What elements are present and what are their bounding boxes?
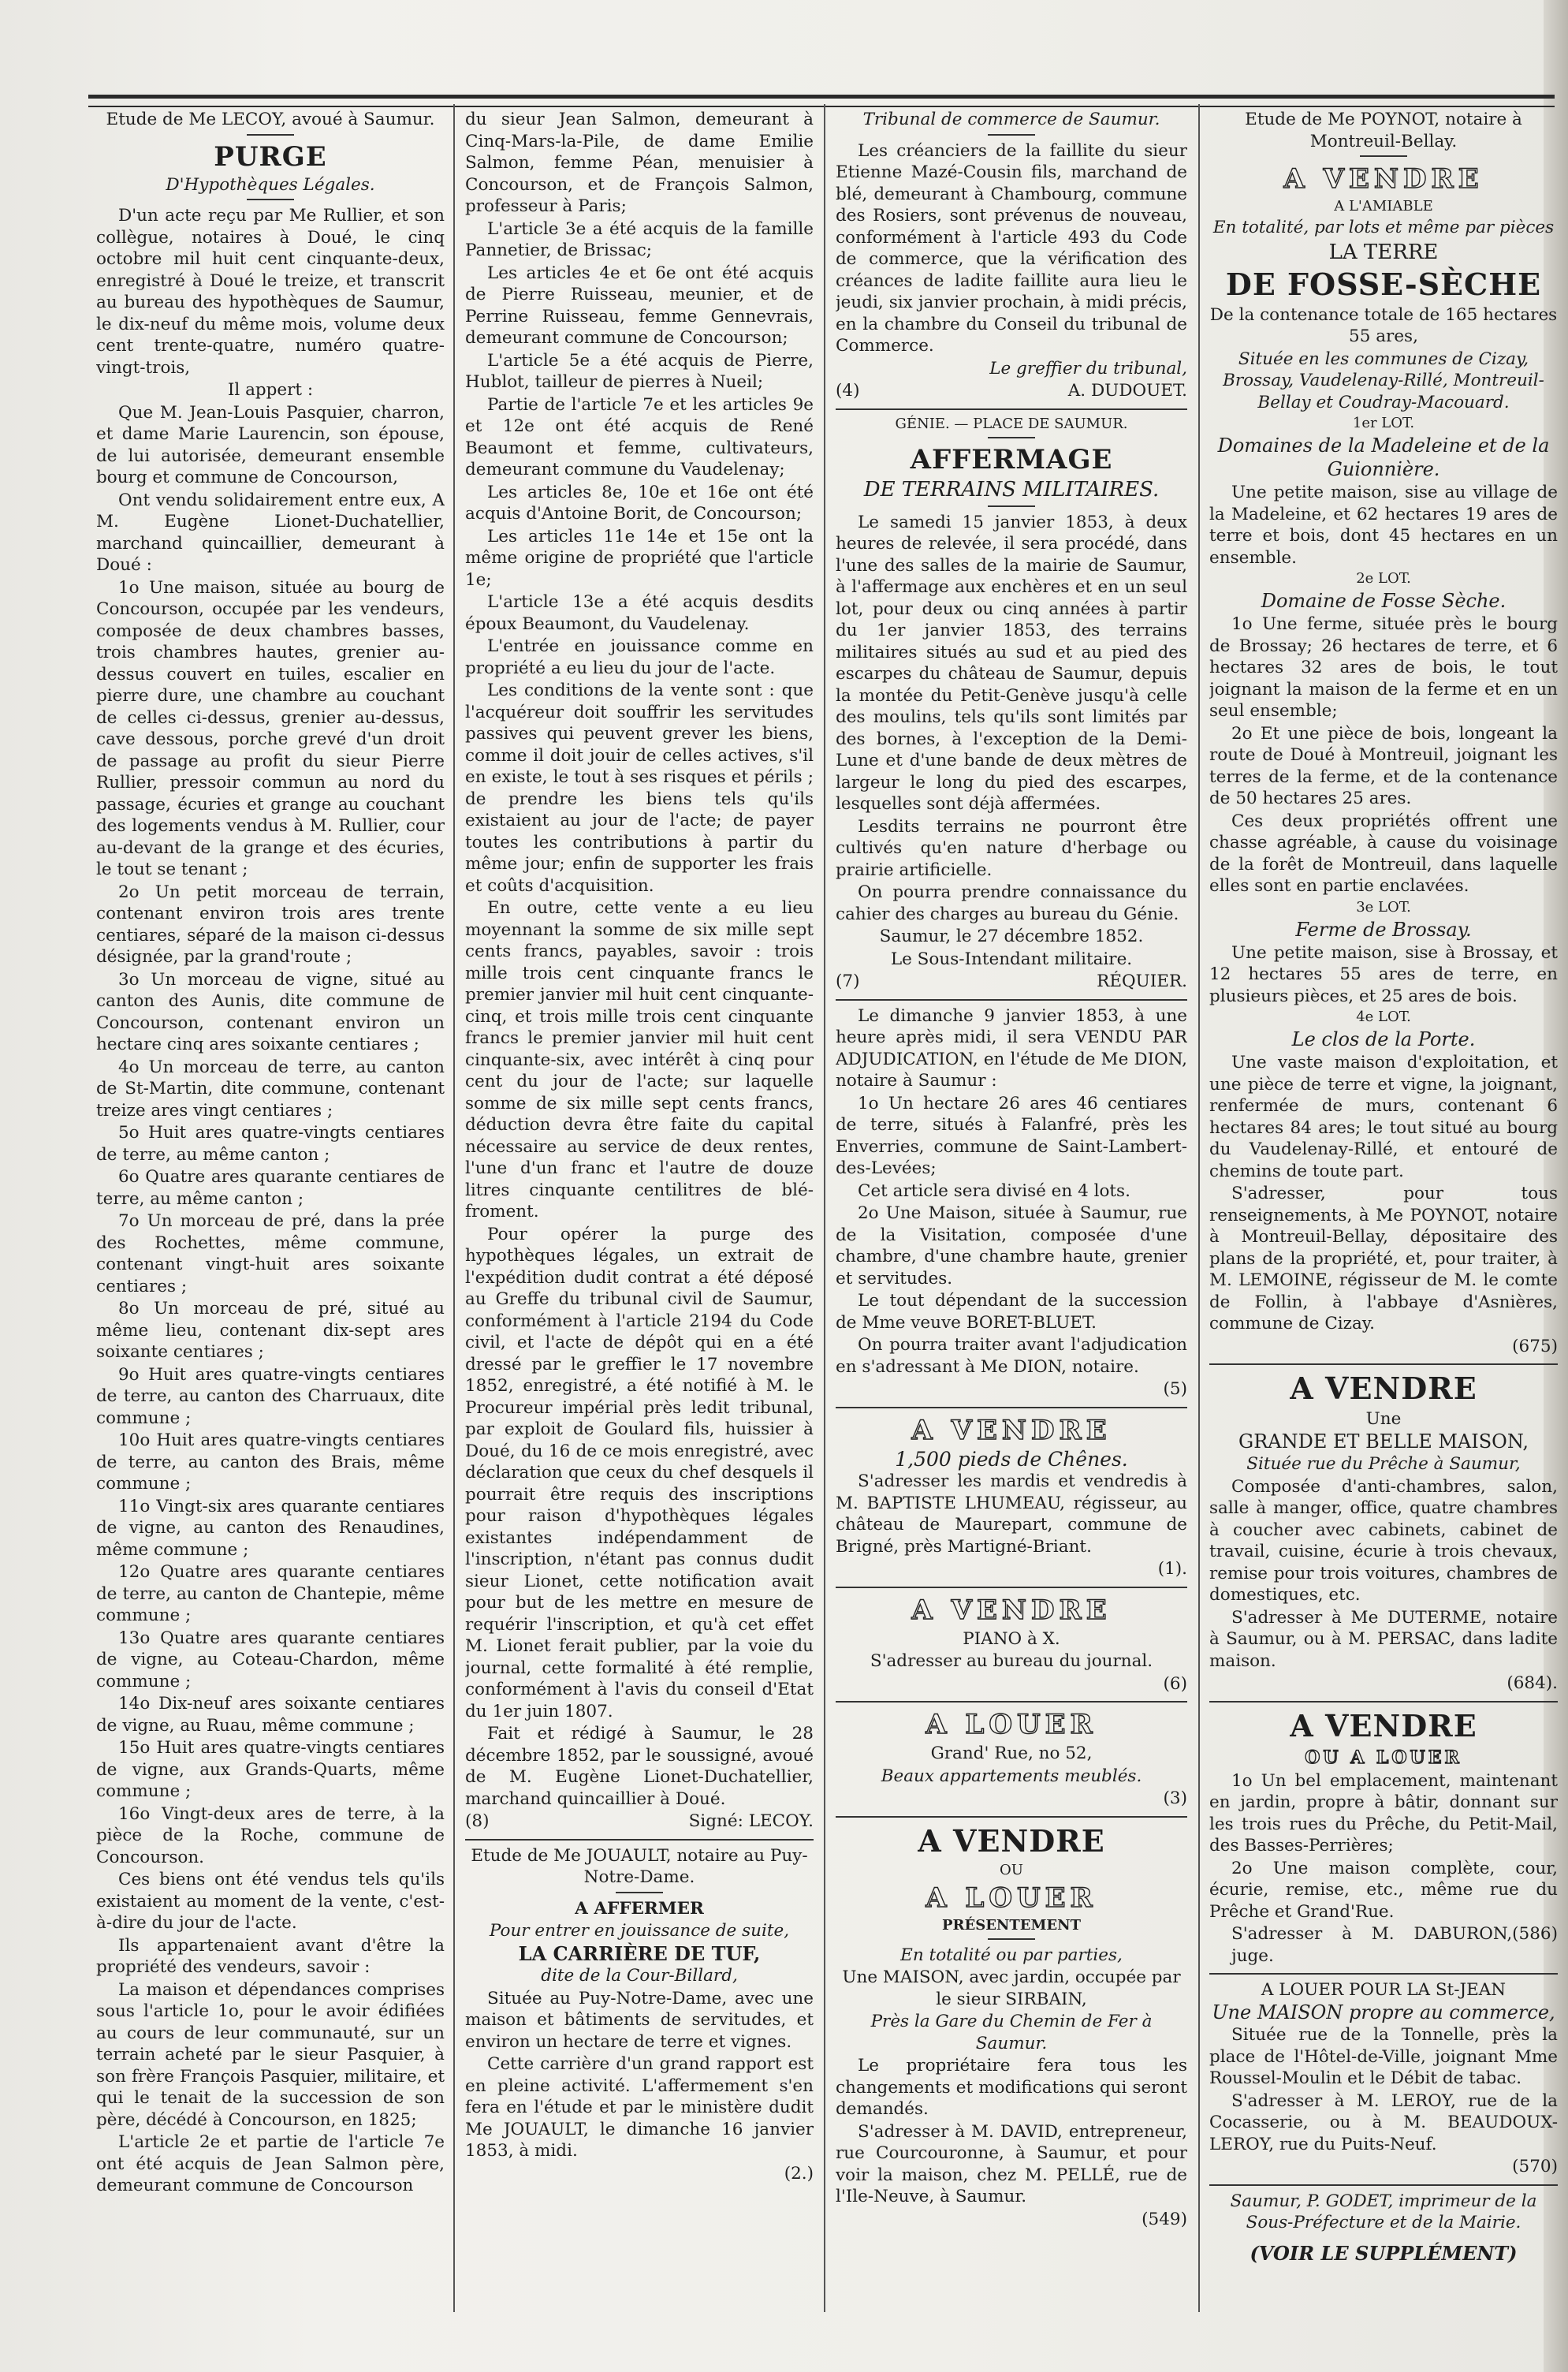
etude-lecoy: Etude de Me LECOY, avoué à Saumur. bbox=[106, 110, 435, 129]
purge-item: 2o Un petit morceau de terrain, contenant environ trois ares trente centiares, séparé de la maison ci-dessus désignée, par la grand'route ; bbox=[96, 882, 445, 967]
ou-a-louer: OU A LOUER bbox=[1305, 1747, 1462, 1768]
purge-parties: Que M. Jean-Louis Pasquier, charron, et dame Marie Laurencin, son épouse, de lui autorisée, demeurant ensemble bourg et commune de Concourson, bbox=[96, 402, 445, 487]
ad-number: (5) bbox=[1163, 1379, 1187, 1399]
presentement: PRÉSENTEMENT bbox=[942, 1916, 1081, 1934]
a-vendre-heading: A VENDRE bbox=[911, 1594, 1112, 1626]
ad-number: (549) bbox=[1142, 2209, 1187, 2229]
grande-body: Composée d'anti-chambres, salon, salle à manger, office, quatre chambres à coucher avec cabinets, cabinet de travail, cuisine, écurie à trois chevaux, remise pour trois voitures, chambres de domestiques, etc. bbox=[1209, 1476, 1558, 1605]
divider bbox=[836, 1587, 1187, 1588]
gare: Près la Gare du Chemin de Fer à Saumur. bbox=[870, 2012, 1153, 2053]
purge-origin: L'article 5e a été acquis de Pierre, Hublot, tailleur de pierres à Nueil; bbox=[465, 350, 814, 392]
purge-item: 15o Huit ares quatre-vingts centiares de vigne, aux Grands-Quarts, même commune ; bbox=[96, 1738, 445, 1801]
piano-title: PIANO à X. bbox=[963, 1628, 1060, 1649]
imprimeur: Saumur, P. GODET, imprimeur de la Sous-Préfecture et de la Mairie. bbox=[1230, 2191, 1537, 2232]
affermage-body: Lesdits terrains ne pourront être cultivés qu'en nature d'herbage ou prairie artificielle. bbox=[836, 816, 1187, 880]
dion-body: 1o Un hectare 26 ares 46 centiares de terre, situés à Falanfré, près les Enverries, commune de Saint-Lambert-des-Levées; bbox=[836, 1093, 1187, 1178]
dion-body: Le tout dépendant de la succession de Mme veuve BORET-BLUET. bbox=[836, 1291, 1187, 1333]
stjean-body: Située rue de la Tonnelle, près la place de l'Hôtel-de-Ville, joignant Mme Roussel-Moulin et le Débit de tabac. bbox=[1209, 2025, 1558, 2088]
divider bbox=[1360, 155, 1407, 157]
purge-origin: Partie de l'article 7e et les articles 9e et 12e ont été acquis de René Beaumont et femme, cultivateurs, demeurant commune du Vaudelenay; bbox=[465, 394, 814, 479]
maison-title: Une MAISON, avec jardin, occupée par le sieur SIRBAIN, bbox=[842, 1967, 1181, 2009]
purge-item: 4o Un morceau de terre, au canton de St-Martin, dite commune, contenant treize ares vingt centiares ; bbox=[96, 1057, 445, 1121]
column-2 bbox=[465, 109, 814, 2301]
preche: Située rue du Prêche à Saumur, bbox=[1246, 1454, 1521, 1474]
fosse-seche-title: DE FOSSE-SÈCHE bbox=[1225, 266, 1542, 302]
divider bbox=[1209, 1363, 1558, 1365]
signature-row bbox=[836, 971, 1187, 993]
appart: Beaux appartements meublés. bbox=[881, 1766, 1142, 1786]
ad-number: (1). bbox=[1157, 1559, 1187, 1579]
dion-body: 2o Une Maison, située à Saumur, rue de la Visitation, composée d'une chambre, d'une chambre haute, grenier et servitudes. bbox=[836, 1203, 1187, 1289]
carriere-sub: dite de la Cour-Billard, bbox=[541, 1966, 738, 1986]
affermer-title: A AFFERMER bbox=[575, 1898, 704, 1919]
lot-title: Domaines de la Madeleine et de la Guionnière. bbox=[1217, 434, 1550, 480]
lot-label: 1er LOT. bbox=[1352, 415, 1415, 431]
carriere-body: Située au Puy-Notre-Dame, avec une maison et bâtiments de servitudes, et environ un hectare de terre et vignes. bbox=[465, 1988, 814, 2052]
purge-tail: Ils appartenaient avant d'être la propriété des vendeurs, savoir : bbox=[96, 1935, 445, 1977]
purge-origin: Les articles 11e 14e et 15e ont la même origine de propriété que l'article 1e; bbox=[465, 526, 814, 590]
purge-origin: L'entrée en jouissance comme en propriété a eu lieu du jour de l'acte. bbox=[465, 636, 814, 678]
divider bbox=[247, 199, 294, 200]
divider bbox=[988, 437, 1035, 438]
greffier: Le greffier du tribunal, bbox=[989, 358, 1187, 379]
st-jean-title: A LOUER POUR LA St-JEAN bbox=[1261, 1980, 1507, 2000]
purge-intro: D'un acte reçu par Me Rullier, et son collègue, notaires à Doué, le cinq octobre mil huit cent cinquante-deux, enregistré à Doué le treize, et transcrit au bureau des hypothèques de Saumur, le dix-neuf du même mois, volume deux cent trente-quatre, numéro quatre-vingt-trois, bbox=[96, 206, 445, 378]
divider bbox=[1209, 1701, 1558, 1703]
grande-maison-title: GRANDE ET BELLE MAISON, bbox=[1238, 1430, 1529, 1453]
column-divider bbox=[1198, 104, 1200, 2312]
tribunal-title: Tribunal de commerce de Saumur. bbox=[862, 110, 1160, 129]
purge-conditions: Les conditions de la vente sont : que l'acquéreur doit souffrir les servitudes passives qui peuvent grever les biens, comme il doit jouir de celles actives, s'il en existe, le tout à ses risques et périls ; de prendre les biens tels qu'ils existaient au jour de l'acte; de payer toutes les contributions à partir du même jour; enfin de supporter les frais et coûts d'acquisition. bbox=[465, 681, 814, 896]
ad-number: (4) bbox=[836, 381, 860, 401]
divider bbox=[988, 1938, 1035, 1940]
divider bbox=[616, 1892, 663, 1893]
a-vendre-heading: A VENDRE bbox=[918, 1822, 1105, 1859]
ad-number: (2.) bbox=[784, 2163, 814, 2184]
affermage-body: On pourra prendre connaissance du cahier des charges au bureau du Génie. bbox=[836, 882, 1187, 924]
purge-item: 11o Vingt-six ares quarante centiares de vigne, au canton des Renaudines, même commune ; bbox=[96, 1496, 445, 1560]
totalite: En totalité ou par parties, bbox=[900, 1945, 1123, 1965]
signature: RÉQUIER. bbox=[1097, 972, 1187, 991]
purge-origin: Les articles 8e, 10e et 16e ont été acquis d'Antoine Borit, de Concourson; bbox=[465, 482, 814, 524]
emplacement-body: 2o Une maison complète, cour, écurie, remise, etc., même rue du Prêche et Grand'Rue. bbox=[1209, 1858, 1558, 1922]
divider bbox=[247, 134, 294, 136]
etude-poynot: Etude de Me POYNOT, notaire à Montreuil-Bellay. bbox=[1245, 110, 1522, 151]
contenance: De la contenance totale de 165 hectares 55 ares, bbox=[1209, 304, 1558, 346]
lot-title: Le clos de la Porte. bbox=[1291, 1028, 1476, 1050]
david-contact: S'adresser à M. DAVID, entrepreneur, rue Courcouronne, à Saumur, et pour voir la maison, chez M. PELLÉ, rue de l'Ile-Neuve, à Saumur. bbox=[836, 2121, 1187, 2206]
dion-body: On pourra traiter avant l'adjudication en s'adressant à Me DION, notaire. bbox=[836, 1335, 1187, 1377]
genie-header: GÉNIE. — PLACE DE SAUMUR. bbox=[895, 415, 1128, 432]
purge-item: 8o Un morceau de pré, situé au même lieu, contenant dix-sept ares soixante centiares ; bbox=[96, 1299, 445, 1362]
ad-number: (8) bbox=[465, 1811, 490, 1831]
maison-body: Le propriétaire fera tous les changements et modifications qui seront demandés. bbox=[836, 2056, 1187, 2119]
signature: Signé: LECOY. bbox=[688, 1811, 814, 1831]
a-louer-heading: A LOUER bbox=[926, 1882, 1097, 1914]
lot-body: Une petite maison, sise au village de la Madeleine, et 62 hectares 19 ares de terre et bois, dont 45 hectares en un ensemble. bbox=[1209, 483, 1558, 568]
purge-tail: La maison et dépendances comprises sous l'article 1o, pour le avoir édifiées au cours de leur communauté, sur un terrain acheté par le sieur Pasquier, à son frère François Pasquier, militaire, et qui le tenait de la succession de son père, décédé à Concourson, en 1825; bbox=[96, 1979, 445, 2130]
divider bbox=[1209, 2184, 1558, 2186]
divider bbox=[836, 1407, 1187, 1408]
column-divider bbox=[824, 104, 825, 2312]
purge-item: 3o Un morceau de vigne, situé au canton des Aunis, dite commune de Concourson, contenant environ un hectare cinq ares soixante centiares ; bbox=[96, 969, 445, 1054]
divider bbox=[836, 1701, 1187, 1703]
a-vendre-heading: A VENDRE bbox=[1290, 1707, 1477, 1744]
ad-number: (7) bbox=[836, 972, 860, 991]
purge-item: 13o Quatre ares quarante centiares de vigne, au Coteau-Chardon, même commune ; bbox=[96, 1628, 445, 1691]
laterre: LA TERRE bbox=[1328, 240, 1439, 264]
purge-subtitle: D'Hypothèques Légales. bbox=[166, 174, 375, 195]
purge-origin: L'article 3e a été acquis de la famille Pannetier, de Brissac; bbox=[465, 218, 814, 260]
emplacement-body: 1o Un bel emplacement, maintenant en jardin, propre à bâtir, donnant sur les trois rues du Prêche, du Petit-Mail, des Basses-Perrières; bbox=[1209, 1770, 1558, 1855]
grandrue: Grand' Rue, no 52, bbox=[930, 1744, 1093, 1763]
daburon-contact: S'adresser à M. DABURON, juge. bbox=[1231, 1924, 1513, 1966]
purge-tail: L'article 2e et partie de l'article 7e ont été acquis de Jean Salmon père, demeurant commune de Concourson bbox=[96, 2132, 445, 2195]
divider bbox=[836, 999, 1187, 1001]
purge-item: 16o Vingt-deux ares de terre, à la pièce de la Roche, commune de Concourson. bbox=[96, 1803, 445, 1867]
affermage-date: Saumur, le 27 décembre 1852. bbox=[879, 927, 1144, 946]
contact-row bbox=[1209, 1923, 1558, 1967]
signature: A. DUDOUET. bbox=[1067, 381, 1187, 401]
purge-item: 1o Une maison, située au bourg de Concourson, occupée par les vendeurs, composée de deux chambres basses, trois chambres hautes, grenier au-dessus couvert en tuiles, escalier en pierre dure, une chambre au couchant de celles ci-dessus, grenier au-dessus, cave dessous, porche grevé d'un droit de passage au profit du sieur Pierre Rullier, pressoir commun au nord du passage, écuries et grange au couchant des logements vendus à M. Rullier, cour au-devant de la grange et des écuries, le tout se tenant ; bbox=[96, 577, 445, 879]
lot-body: Une vaste maison d'exploitation, et une pièce de terre et vigne, la joignant, renfermée de murs, contenant 6 hectares 84 ares; le tout situé au bourg du Vaudelenay-Rillé, et entouré de chemins de toute part. bbox=[1209, 1053, 1558, 1181]
a-vendre-heading: A VENDRE bbox=[911, 1414, 1112, 1446]
purge-item: 14o Dix-neuf ares soixante centiares de vigne, au Ruau, même commune ; bbox=[96, 1694, 445, 1736]
purge-appert: Il appert : bbox=[227, 380, 314, 400]
purge-tail: Ces biens ont été vendus tels qu'ils existaient au moment de la vente, c'est-à-dire du jour de l'acte. bbox=[96, 1870, 445, 1933]
ad-number: (675) bbox=[1512, 1336, 1558, 1356]
amiable: A L'AMIABLE bbox=[1334, 198, 1433, 214]
column-1 bbox=[96, 109, 445, 2301]
lot-body: 1o Une ferme, située près le bourg de Brossay; 26 hectares de terre, et 6 hectares 32 ares de bois, le tout joignant la maison de la ferme et en un seul ensemble; bbox=[1209, 614, 1558, 721]
etude-jouault: Etude de Me JOUAULT, notaire au Puy-Notre-Dame. bbox=[471, 1845, 808, 1887]
lot-label: 4e LOT. bbox=[1356, 1009, 1411, 1025]
lot-body: Une petite maison, sise à Brossay, et 12 hectares 55 ares de terre, en plusieurs pièces, et 25 ares de bois. bbox=[1209, 942, 1558, 1006]
chenes-body: S'adresser les mardis et vendredis à M. BAPTISTE LHUMEAU, régisseur, au château de Maurepart, commune de Brigné, près Martigné-Briant. bbox=[836, 1471, 1187, 1557]
grande-body: S'adresser à Me DUTERME, notaire à Saumur, ou à M. PERSAC, dans ladite maison. bbox=[1209, 1607, 1558, 1671]
divider bbox=[988, 134, 1035, 136]
purge-item: 5o Huit ares quatre-vingts centiares de terre, au même canton ; bbox=[96, 1123, 445, 1165]
voir-supplement: (VOIR LE SUPPLÉMENT) bbox=[1250, 2241, 1518, 2265]
lot-label: 2e LOT. bbox=[1356, 570, 1411, 587]
lot-title: Ferme de Brossay. bbox=[1295, 918, 1472, 941]
ad-number: (3) bbox=[1163, 1788, 1187, 1808]
lot-body: Ces deux propriétés offrent une chasse agréable, à cause du voisinage de la forêt de Montreuil, dans laquelle elles sont en partie enclavées. bbox=[1209, 811, 1558, 896]
purge-title: PURGE bbox=[214, 140, 327, 173]
divider bbox=[465, 1839, 814, 1841]
purge-item: 6o Quatre ares quarante centiares de terre, au même canton ; bbox=[96, 1167, 445, 1209]
carriere-body: Cette carrière d'un grand rapport est en pleine activité. L'affermement s'en fera en l'étude et par le ministère dudit Me JOUAULT, le dimanche 16 janvier 1853, à midi. bbox=[465, 2054, 814, 2161]
purge-origin: Les articles 4e et 6e ont été acquis de Pierre Ruisseau, meunier, et de Perrine Ruisseau, femme Gennevrais, demeurant commune de Concourson; bbox=[465, 263, 814, 348]
a-vendre-heading: A VENDRE bbox=[1290, 1371, 1477, 1406]
divider bbox=[1209, 1973, 1558, 1975]
affermage-body: Le samedi 15 janvier 1853, à deux heures de relevée, il sera procédé, dans l'une des salles de la mairie de Saumur, à l'affermage aux enchères et en un seul lot, pour deux ou cinq années à partir du 1er janvier 1853, des terrains militaires situés au sud et au pied des escarpes du château de Saumur, depuis la montée du Petit-Genève jusqu'à celle des moulins, tels qu'ils sont limités par des bornes, à l'exception de la Demi-Lune et d'une bande de deux mètres de largeur le long du pied des escarpes, lesquelles sont déjà affermées. bbox=[836, 512, 1187, 814]
affermage-sign: Le Sous-Intendant militaire. bbox=[890, 949, 1133, 969]
divider bbox=[836, 1816, 1187, 1818]
stjean-body: S'adresser à M. LEROY, rue de la Cocasserie, ou à M. BEAUDOUX-LEROY, rue du Puits-Neuf. bbox=[1209, 2090, 1558, 2154]
purge-vendu: Ont vendu solidairement entre eux, A M. Eugène Lionet-Duchatellier, marchand quincaillier, demeurant à Doué : bbox=[96, 490, 445, 575]
divider bbox=[836, 408, 1187, 410]
ad-number: (586) bbox=[1512, 1924, 1558, 1944]
carriere-title: LA CARRIÈRE DE TUF, bbox=[518, 1941, 761, 1965]
purge-procedure: Pour opérer la purge des hypothèques légales, un extrait de l'expédition dudit contrat a été déposé au Greffe du tribunal civil de Saumur, conformément à l'article 2194 du Code civil, et l'acte de dépôt qui en a été dressé par le greffier le 17 novembre 1852, enregistré, a été notifié à M. le Procureur impérial près ledit tribunal, par exploit de Goulard fils, huissier à Doué, du 16 de ce mois enregistré, avec déclaration que ceux du chef desquels il pourrait être requis des inscriptions pour raison d'hypothèques légales existantes indépendamment de l'inscription, n'étant pas connus dudit sieur Lionet, cette notification avait pour but de les mettre en mesure de requérir l'inscription, et qu'à cet effet M. Lionet ferait publier, par la voie du journal, cette formalité à été remplie, conformément à l'avis du conseil d'Etat du 1er juin 1807. bbox=[465, 1224, 814, 1721]
commerce: Une MAISON propre au commerce, bbox=[1212, 2001, 1555, 2023]
ad-number: (6) bbox=[1163, 1673, 1187, 1694]
purge-origin: L'article 13e a été acquis desdits époux Beaumont, du Vaudelenay. bbox=[465, 592, 814, 634]
a-louer-heading: A LOUER bbox=[926, 1709, 1097, 1740]
chenes-title: 1,500 pieds de Chênes. bbox=[895, 1447, 1128, 1471]
purge-item: 12o Quatre ares quarante centiares de terre, au canton de Chantepie, même commune ; bbox=[96, 1562, 445, 1625]
totalite: En totalité, par lots et même par pièces bbox=[1212, 218, 1555, 237]
affermage-title: AFFERMAGE bbox=[910, 443, 1113, 476]
purge-price: En outre, cette vente a eu lieu moyennant la somme de six mille sept cents francs, payables, savoir : trois mille trois cent cinquante francs le premier janvier mil huit cent cinquante-cinq, et trois mille trois cent cinquante francs le premier janvier mil huit cent cinquante-six, avec intérêt à cinq pour cent du jour de l'acte; sur laquelle somme de six mille sept cents francs, déduction devra être faite du capital nécessaire au service de deux rentes, l'une d'un franc et l'autre de douze litres cinquante centilitres de blé-froment. bbox=[465, 898, 814, 1221]
tribunal-body: Les créanciers de la faillite du sieur Etienne Mazé-Cousin fils, marchand de blé, demeurant à Chambourg, commune des Rosiers, sont prévenus de nouveau, conformément à l'article 493 du Code de commerce, que la vérification des créances de ladite faillite aura lieu le jeudi, six janvier prochain, à midi précis, en la chambre du Conseil du tribunal de Commerce. bbox=[836, 140, 1187, 356]
piano-body: S'adresser au bureau du journal. bbox=[870, 1651, 1153, 1671]
purge-item: 7o Un morceau de pré, dans la prée des Rochettes, même commune, contenant vingt-huit ares soixante centiares ; bbox=[96, 1211, 445, 1296]
purge-item: 10o Huit ares quatre-vingts centiares de terre, au canton des Brais, même commune ; bbox=[96, 1430, 445, 1494]
affermer-sub: Pour entrer en jouissance de suite, bbox=[489, 1921, 790, 1941]
dion-body: Le dimanche 9 janvier 1853, à une heure après midi, il sera VENDU PAR ADJUDICATION, en l'étude de Me DION, notaire à Saumur : bbox=[836, 1005, 1187, 1091]
column-4 bbox=[1209, 109, 1558, 2301]
lot-label: 3e LOT. bbox=[1356, 898, 1411, 916]
affermage-sub: DE TERRAINS MILITAIRES. bbox=[863, 477, 1160, 502]
dion-body: Cet article sera divisé en 4 lots. bbox=[858, 1180, 1130, 1201]
column-3 bbox=[836, 109, 1187, 2301]
une: Une bbox=[1365, 1409, 1402, 1429]
purge-fait: Fait et rédigé à Saumur, le 28 décembre 1852, par le soussigné, avoué de M. Eugène Lionet-Duchatellier, marchand quincaillier à Doué. bbox=[465, 1724, 814, 1809]
lot-body: 2o Et une pièce de bois, longeant la route de Doué à Montreuil, joignant les terres de la ferme, et de la contenance de 50 hectares 25 ares. bbox=[1209, 723, 1558, 808]
lot-body: S'adresser, pour tous renseignements, à Me POYNOT, notaire à Montreuil-Bellay, dépositaire des plans de la propriété, et, pour traiter, à M. LEMOINE, régisseur de M. le comte de Follin, à l'abbaye d'Asnières, commune de Cizay. bbox=[1209, 1184, 1558, 1333]
lot-title: Domaine de Fosse Sèche. bbox=[1261, 590, 1507, 612]
column-divider bbox=[453, 104, 455, 2312]
a-vendre-heading: A VENDRE bbox=[1283, 163, 1484, 195]
purge-continued: du sieur Jean Salmon, demeurant à Cinq-Mars-la-Pile, de dame Emilie Salmon, femme Péan, menuisier à Concourson, et de François Salmon, professeur à Paris; bbox=[465, 110, 814, 216]
situee: Située en les communes de Cizay, Brossay, Vaudelenay-Rillé, Montreuil-Bellay et Coudray-Macouard. bbox=[1223, 349, 1544, 412]
signature-row bbox=[836, 380, 1187, 402]
ad-number: (570) bbox=[1512, 2157, 1558, 2176]
purge-item: 9o Huit ares quatre-vingts centiares de terre, au canton des Charruaux, dite commune ; bbox=[96, 1364, 445, 1428]
divider bbox=[988, 505, 1035, 507]
ad-number: (684). bbox=[1507, 1673, 1558, 1693]
ou-label: OU bbox=[1000, 1861, 1023, 1878]
masthead-rule bbox=[88, 95, 1555, 107]
signature-row bbox=[465, 1811, 814, 1833]
